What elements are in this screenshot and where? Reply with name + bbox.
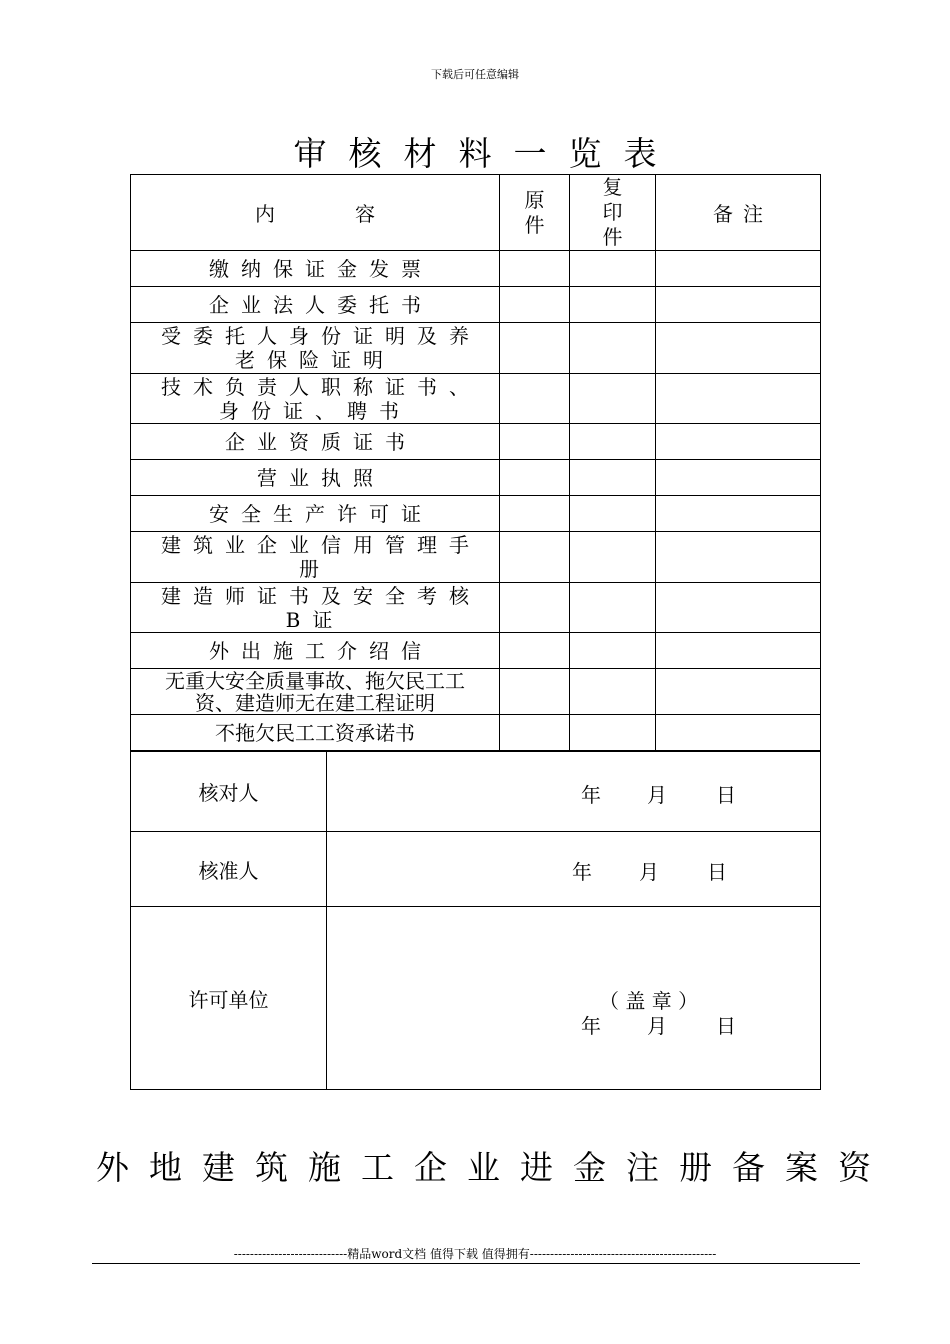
table-row — [131, 532, 821, 583]
table-row — [131, 424, 821, 460]
remark-cell — [656, 460, 821, 496]
unit-day: 日 — [716, 1014, 736, 1038]
original-cell — [500, 251, 570, 287]
approver-date — [327, 832, 821, 907]
row-label: 不拖欠民工工资承诺书 — [131, 715, 500, 751]
header-copy: 复 印 件 — [570, 175, 656, 251]
original-cell — [500, 715, 570, 751]
checker-label: 核对人 — [131, 752, 327, 832]
table-row — [131, 251, 821, 287]
original-cell — [500, 460, 570, 496]
original-cell — [500, 633, 570, 669]
table-row — [131, 287, 821, 323]
unit-row — [131, 907, 821, 1090]
copy-cell — [570, 424, 656, 460]
header-note: 下载后可任意编辑 — [431, 68, 519, 81]
row-label: 无重大安全质量事故、拖欠民工工 资、建造师无在建工程证明 — [131, 669, 500, 715]
copy-cell — [570, 669, 656, 715]
unit-month: 月 — [647, 1014, 667, 1038]
checker-month: 月 — [647, 783, 667, 807]
copy-cell — [570, 496, 656, 532]
checker-day: 日 — [716, 783, 736, 807]
remark-cell — [656, 669, 821, 715]
checker-row — [131, 752, 821, 832]
original-cell — [500, 669, 570, 715]
row-label: 安全生产许可证 — [131, 496, 500, 532]
remark-cell — [656, 532, 821, 583]
header-remark: 备注 — [656, 175, 821, 251]
original-cell — [500, 323, 570, 374]
original-cell — [500, 374, 570, 424]
table-row — [131, 669, 821, 715]
header-content-a: 内 — [255, 202, 275, 226]
table-header-row — [131, 175, 821, 251]
copy-cell — [570, 633, 656, 669]
original-cell — [500, 532, 570, 583]
row-label: 营业执照 — [131, 460, 500, 496]
row-label: 外出施工介绍信 — [131, 633, 500, 669]
table-row — [131, 496, 821, 532]
remark-cell — [656, 323, 821, 374]
footer-note: ----------------------------精品word文档 值得下载 值得拥有---------------------------------------------- — [233, 1247, 717, 1261]
footer-divider — [92, 1263, 860, 1264]
copy-cell — [570, 323, 656, 374]
row-label: 缴纳保证金发票 — [131, 251, 500, 287]
checker-year: 年 — [581, 783, 601, 807]
page-title: 审核材料一览表 — [293, 134, 679, 173]
copy-cell — [570, 583, 656, 633]
remark-cell — [656, 374, 821, 424]
copy-cell — [570, 460, 656, 496]
copy-cell — [570, 251, 656, 287]
original-cell — [500, 583, 570, 633]
original-cell — [500, 496, 570, 532]
copy-cell — [570, 287, 656, 323]
seal-text: （ 盖 章 ） — [599, 989, 699, 1013]
unit-seal-date — [327, 907, 821, 1090]
header-original: 原 件 — [500, 175, 570, 251]
table-row — [131, 460, 821, 496]
row-label: 企业法人委托书 — [131, 287, 500, 323]
copy-cell — [570, 715, 656, 751]
materials-table — [130, 174, 821, 751]
table-row — [131, 374, 821, 424]
copy-cell — [570, 532, 656, 583]
header-content-b: 容 — [355, 202, 375, 226]
row-label: 建筑业企业信用管理手 册 — [131, 532, 500, 583]
remark-cell — [656, 251, 821, 287]
bottom-title: 外地建筑施工企业进金注册备案资 — [96, 1148, 891, 1187]
remark-cell — [656, 583, 821, 633]
approver-row — [131, 832, 821, 907]
table-row — [131, 323, 821, 374]
copy-cell — [570, 374, 656, 424]
checker-date — [327, 752, 821, 832]
approver-day: 日 — [707, 860, 727, 884]
row-label: 建造师证书及安全考核 B证 — [131, 583, 500, 633]
remark-cell — [656, 715, 821, 751]
table-row — [131, 715, 821, 751]
original-cell — [500, 424, 570, 460]
remark-cell — [656, 633, 821, 669]
unit-label: 许可单位 — [131, 907, 327, 1090]
remark-cell — [656, 287, 821, 323]
signoff-table — [130, 751, 821, 1090]
row-label: 企业资质证书 — [131, 424, 500, 460]
header-content — [131, 175, 500, 251]
table-row — [131, 633, 821, 669]
unit-year: 年 — [581, 1014, 601, 1038]
row-label: 技术负责人职称证书、 身份证、聘书 — [131, 374, 500, 424]
approver-year: 年 — [572, 860, 592, 884]
original-cell — [500, 287, 570, 323]
remark-cell — [656, 496, 821, 532]
approver-label: 核准人 — [131, 832, 327, 907]
row-label: 受委托人身份证明及养 老保险证明 — [131, 323, 500, 374]
table-row — [131, 583, 821, 633]
approver-month: 月 — [639, 860, 659, 884]
remark-cell — [656, 424, 821, 460]
